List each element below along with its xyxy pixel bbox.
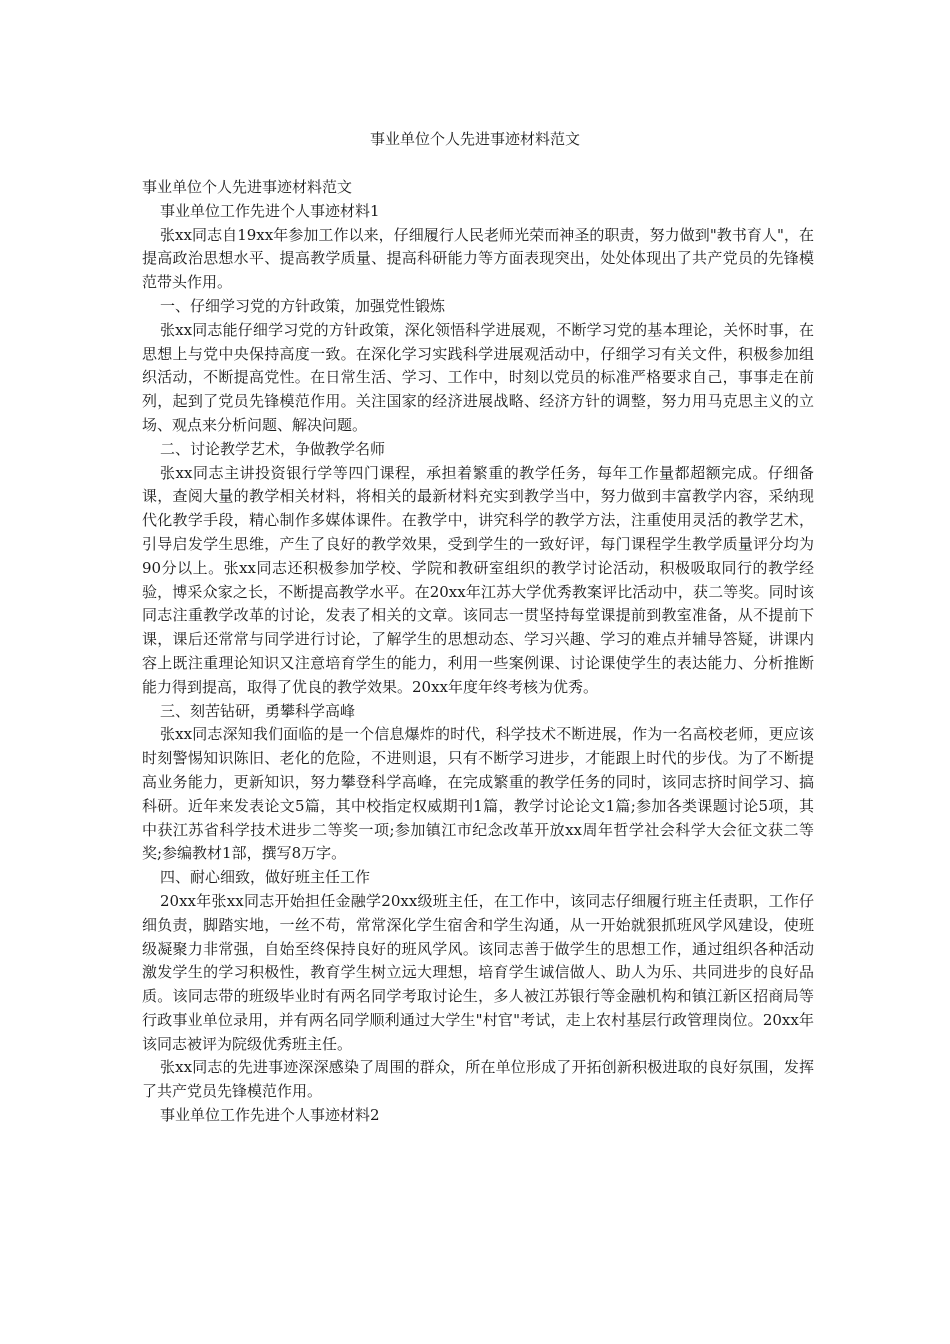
material-2-heading: 事业单位工作先进个人事迹材料2: [160, 1106, 380, 1125]
section-4-heading: 四、耐心细致，做好班主任工作: [160, 868, 371, 887]
section-2-paragraph: 张xx同志主讲投资银行学等四门课程，承担着繁重的教学任务，每年工作量都超额完成。仔细备课，查阅大量的教学相关材料，将相关的最新材料充实到教学当中，努力做到丰富教学内容，采纳现代化教学手段，精心制作多媒体课件。在教学中，讲究科学的教学方法，注重使用灵活的教学艺术，引导启发学生思维，产生了良好的教学效果，受到学生的一致好评，每门课程学生教学质量评分均为90分以上。张xx同志还积极参加学校、学院和教研室组织的教学讨论活动，积极吸取同行的教学经验，博采众家之长，不断提高教学水平。在20xx年江苏大学优秀教案评比活动中，获二等奖。同时该同志注重教学改革的讨论，发表了相关的文章。该同志一贯坚持每堂课提前到教室准备，从不提前下课，课后还常常与同学进行讨论，了解学生的思想动态、学习兴趣、学习的难点并辅导答疑，讲课内容上既注重理论知识又注意培育学生的能力，利用一些案例课、讨论课使学生的表达能力、分析推断能力得到提高，取得了优良的教学效果。20xx年度年终考核为优秀。: [142, 463, 814, 696]
page-title: 事业单位个人先进事迹材料范文: [369, 130, 580, 148]
closing-paragraph: 张xx同志的先进事迹深深感染了周围的群众，所在单位形成了开拓创新积极进取的良好氛围，发挥了共产党员先锋模范作用。: [142, 1058, 814, 1101]
material-1-heading: 事业单位工作先进个人事迹材料1: [160, 201, 380, 220]
section-2-heading: 二、讨论教学艺术，争做教学名师: [160, 439, 386, 458]
section-4-paragraph: 20xx年张xx同志开始担任金融学20xx级班主任，在工作中，该同志仔细履行班主任责职，工作仔细负责，脚踏实地，一丝不苟，常常深化学生宿舍和学生沟通，从一开始就狠抓班风学风建设，使班级凝聚力非常强，自始至终保持良好的班风学风。该同志善于做学生的思想工作，通过组织各种活动激发学生的学习积极性，教育学生树立远大理想，培育学生诚信做人、助人为乐、共同进步的良好品质。该同志带的班级毕业时有两名同学考取讨论生，多人被江苏银行等金融机构和镇江新区招商局等行政事业单位录用，并有两名同学顺利通过大学生"村官"考试，走上农村基层行政管理岗位。20xx年该同志被评为院级优秀班主任。: [142, 891, 814, 1053]
document-body: [142, 176, 814, 1128]
section-3-heading: 三、刻苦钻研，勇攀科学高峰: [160, 701, 356, 720]
document-heading: 事业单位个人先进事迹材料范文: [142, 178, 353, 196]
intro-paragraph: 张xx同志自19xx年参加工作以来，仔细履行人民老师光荣而神圣的职责，努力做到"教书育人"，在提高政治思想水平、提高教学质量、提高科研能力等方面表现突出，处处体现出了共产党员的先锋模范带头作用。: [142, 225, 814, 292]
section-3-paragraph: 张xx同志深知我们面临的是一个信息爆炸的时代，科学技术不断进展，作为一名高校老师，更应该时刻警惕知识陈旧、老化的危险，不进则退，只有不断学习进步，才能跟上时代的步伐。为了不断提高业务能力，更新知识，努力攀登科学高峰，在完成繁重的教学任务的同时，该同志挤时间学习、搞科研。近年来发表论文5篇，其中校指定权威期刊1篇，教学讨论论文1篇;参加各类课题讨论5项，其中获江苏省科学技术进步二等奖一项;参加镇江市纪念改革开放xx周年哲学社会科学大会征文获二等奖;参编教材1部，撰写8万字。: [142, 725, 814, 863]
section-1-heading: 一、仔细学习党的方针政策，加强党性锻炼: [160, 296, 446, 315]
section-1-paragraph: 张xx同志能仔细学习党的方针政策，深化领悟科学进展观，不断学习党的基本理论，关怀时事，在思想上与党中央保持高度一致。在深化学习实践科学进展观活动中，仔细学习有关文件，积极参加组织活动，不断提高党性。在日常生活、学习、工作中，时刻以党员的标准严格要求自己，事事走在前列，起到了党员先锋模范作用。关注国家的经济进展战略、经济方针的调整，努力用马克思主义的立场、观点来分析问题、解决问题。: [142, 320, 814, 434]
